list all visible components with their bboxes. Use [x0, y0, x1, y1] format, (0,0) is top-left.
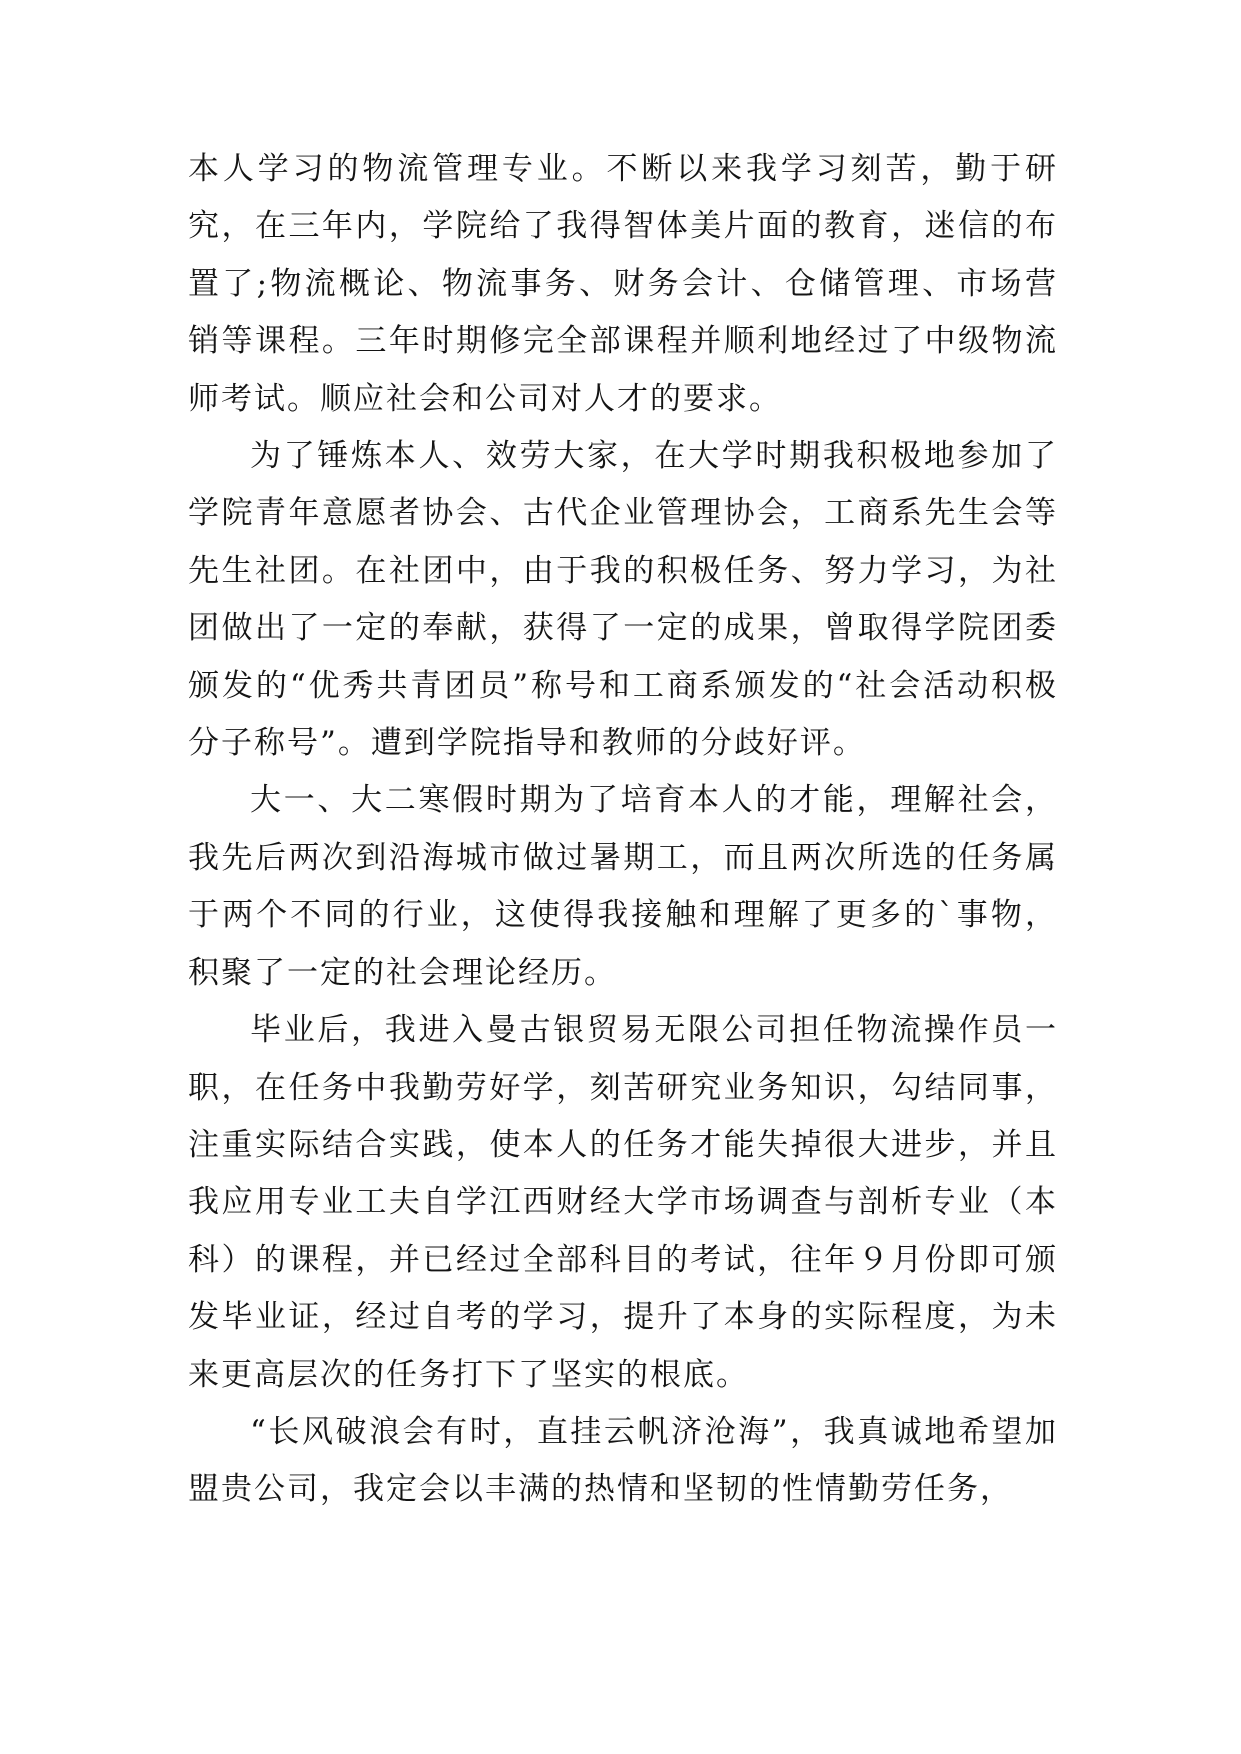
paragraph-2: 为了锤炼本人、效劳大家，在大学时期我积极地参加了学院青年意愿者协会、古代企业管理协会，工商系先生会等先生社团。在社团中，由于我的积极任务、努力学习，为社团做出了一定的奉献，获得了一定的成果，曾取得学院团委颁发的“优秀共青团员”称号和工商系颁发的“社会活动积极分子称号”。遭到学院指导和教师的分歧好评。	[188, 438, 1058, 762]
paragraph-1: 本人学习的物流管理专业。不断以来我学习刻苦，勤于研究，在三年内，学院给了我得智体美片面的教育，迷信的布置了;物流概论、物流事务、财务会计、仓储管理、市场营销等课程。三年时期修完全部课程并顺利地经过了中级物流师考试。顺应社会和公司对人才的要求。	[188, 151, 1058, 417]
paragraph-3: 大一、大二寒假时期为了培育本人的才能，理解社会，我先后两次到沿海城市做过暑期工，而且两次所选的任务属于两个不同的行业，这使得我接触和理解了更多的`事物，积聚了一定的社会理论经历。	[188, 782, 1058, 991]
document-body	[188, 141, 1058, 1519]
paragraph-4: 毕业后，我进入曼古银贸易无限公司担任物流操作员一职，在任务中我勤劳好学，刻苦研究业务知识，勾结同事，注重实际结合实践，使本人的任务才能失掉很大进步，并且我应用专业工夫自学江西财经大学市场调查与剖析专业（本科）的课程，并已经过全部科目的考试，往年９月份即可颁发毕业证，经过自考的学习，提升了本身的实际程度，为未来更高层次的任务打下了坚实的根底。	[188, 1012, 1058, 1393]
paragraph-5: “长风破浪会有时，直挂云帆济沧海”，我真诚地希望加盟贵公司，我定会以丰满的热情和坚韧的性情勤劳任务，	[188, 1413, 1058, 1508]
